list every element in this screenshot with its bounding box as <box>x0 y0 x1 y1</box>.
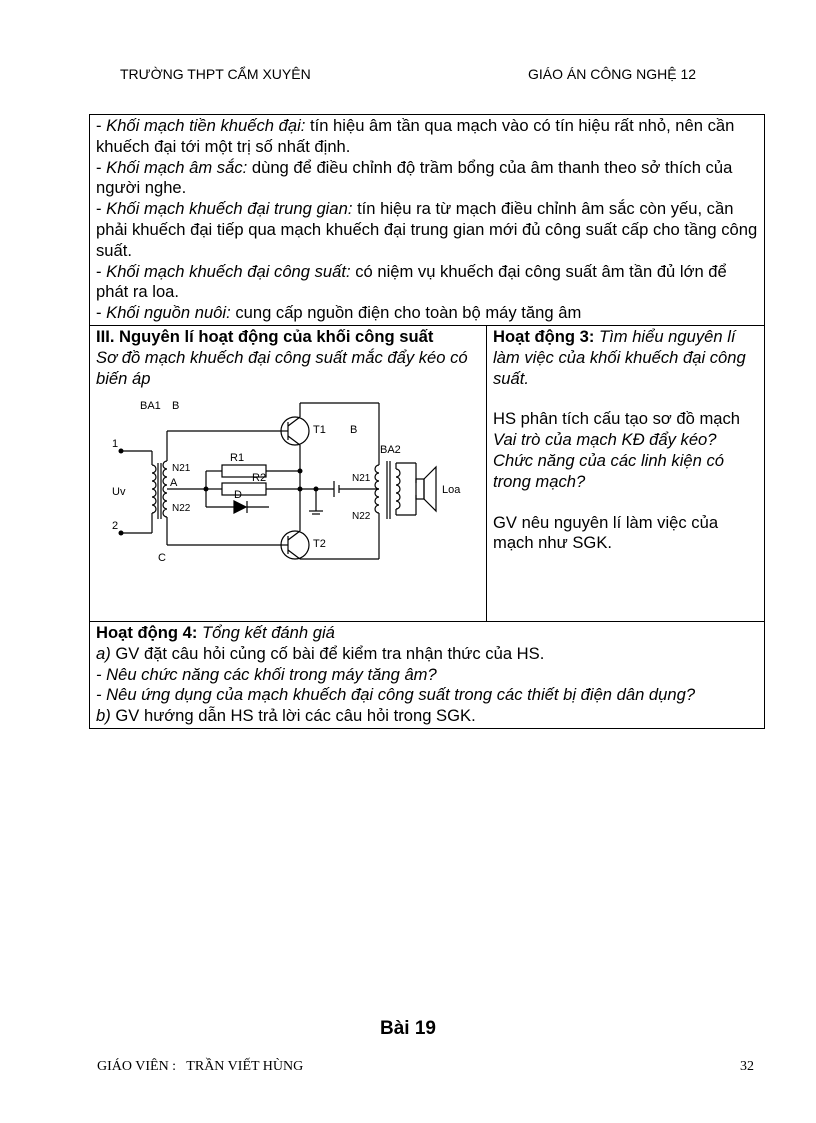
label-t2: T2 <box>313 538 326 551</box>
label-n21-out: N21 <box>352 473 371 485</box>
push-pull-amplifier-circuit <box>94 393 474 563</box>
label-loa: Loa <box>442 484 461 497</box>
teacher-name: GIÁO VIÊN : TRẦN VIẾT HÙNG <box>97 1059 304 1074</box>
section3-subtitle: Sơ đồ mạch khuếch đại công suất mắc đẩy kéo có biến áp <box>96 347 468 388</box>
label-n22-out: N22 <box>352 511 371 523</box>
label-b-top: B <box>172 400 180 413</box>
label-ba1: BA1 <box>140 400 161 413</box>
label-uv: Uv <box>112 486 126 499</box>
block-item: - Khối nguồn nuôi: cung cấp nguồn điện cho toàn bộ máy tăng âm <box>96 303 582 323</box>
label-pin2: 2 <box>112 520 119 533</box>
label-b-right: B <box>350 424 358 437</box>
label-n21: N21 <box>172 463 191 475</box>
label-r1: R1 <box>230 452 245 465</box>
label-a: A <box>170 477 178 490</box>
block-item: - Khối mạch khuếch đại trung gian: tín hiệu ra từ mạch điều chỉnh âm sắc còn yếu, cần phải khuếch đại tiếp qua mạch khuếch đại trung gian mới đủ công suất cấp cho tầng công suất. <box>96 199 758 260</box>
block-item: - Khối mạch khuếch đại công suất: có niệm vụ khuếch đại công suất âm tần đủ lớn để phát ra loa. <box>96 261 727 302</box>
section3-heading: III. Nguyên lí hoạt động của khối công suất <box>96 326 434 346</box>
label-d: D <box>234 489 242 502</box>
activity3-title: Hoạt động 3: Tìm hiểu nguyên lí làm việc của khối khuếch đại công suất. <box>493 326 746 388</box>
activity3-p1: HS phân tích cấu tạo sơ đồ mạch <box>493 409 741 429</box>
label-pin1: 1 <box>112 438 119 451</box>
activity4-title: Hoạt động 4: Tổng kết đánh giá <box>96 622 335 642</box>
activity3-p2: Vai trò của mạch KĐ đẩy kéo? Chức năng của các linh kiện có trong mạch? <box>493 430 724 491</box>
section3-cell <box>90 325 487 621</box>
label-n22: N22 <box>172 503 191 515</box>
activity4-q1: - Nêu chức năng các khối trong máy tăng âm? <box>96 664 437 684</box>
activity4-a: a) GV đặt câu hỏi củng cố bài để kiểm tra nhận thức của HS. <box>96 643 545 663</box>
lesson-table <box>89 114 765 729</box>
page-number: 32 <box>740 1059 754 1074</box>
label-ba2: BA2 <box>380 444 401 457</box>
label-t1: T1 <box>313 424 326 437</box>
label-c: C <box>158 552 166 564</box>
document-title: GIÁO ÁN CÔNG NGHỆ 12 <box>528 66 697 82</box>
school-name: TRƯỜNG THPT CẨM XUYÊN <box>120 66 311 82</box>
activity4-q2: - Nêu ứng dụng của mạch khuếch đại công suất trong các thiết bị điện dân dụng? <box>96 685 696 705</box>
activity3-p3: GV nêu nguyên lí làm việc của mạch như SGK. <box>493 512 719 553</box>
activity3-cell <box>487 325 765 621</box>
activity4-b: b) GV hướng dẫn HS trả lời các câu hỏi trong SGK. <box>96 706 476 726</box>
label-r2: R2 <box>252 472 267 485</box>
lesson-title: Bài 19 <box>380 1018 436 1039</box>
block-item: - Khối mạch tiền khuếch đại: tín hiệu âm tần qua mạch vào có tín hiệu rất nhỏ, nên cần khuếch đại tới một trị số nhất định. <box>96 116 735 156</box>
blocks-cell <box>90 115 765 326</box>
block-item: - Khối mạch âm sắc: dùng để điều chỉnh độ trầm bổng của âm thanh theo sở thích của người nghe. <box>96 157 733 198</box>
activity4-cell <box>90 621 765 728</box>
